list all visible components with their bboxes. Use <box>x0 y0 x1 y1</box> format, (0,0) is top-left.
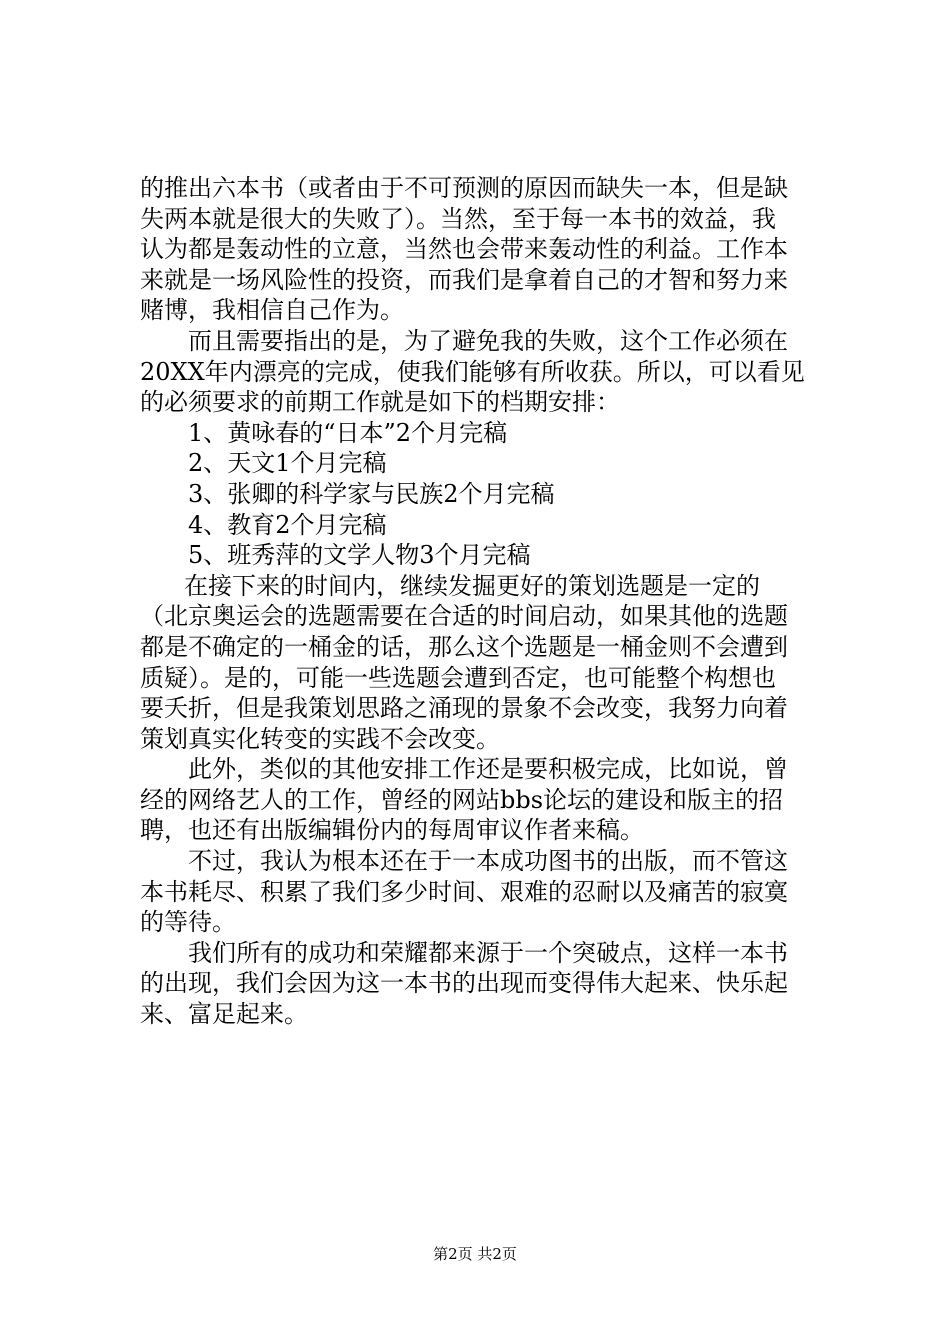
text-line: 不过，我认为根本还在于一本成功图书的出版，而不管这 <box>188 847 788 876</box>
text-line: 我们所有的成功和荣耀都来源于一个突破点，这样一本书 <box>188 938 788 967</box>
text-line: 1、黄咏春的“日本”2个月完稿 <box>188 418 508 447</box>
text-line: 要夭折，但是我策划思路之涌现的景象不会改变，我努力向着 <box>140 694 788 723</box>
text-line: 聘，也还有出版编辑份内的每周审议作者来稿。 <box>140 816 644 845</box>
text-line: 经的网络艺人的工作，曾经的网站bbs论坛的建设和版主的招 <box>140 785 784 814</box>
text-line: 5、班秀萍的文学人物3个月完稿 <box>188 541 531 570</box>
text-line: 赌博，我相信自己作为。 <box>140 296 404 325</box>
text-line: 来就是一场风险性的投资，而我们是拿着自己的才智和努力来 <box>140 265 788 294</box>
text-line: 在接下来的时间内，继续发掘更好的策划选题是一定的 <box>184 571 760 600</box>
text-line: 3、张卿的科学家与民族2个月完稿 <box>188 479 555 508</box>
text-line: （北京奥运会的选题需要在合适的时间启动，如果其他的选题 <box>140 602 788 631</box>
text-line: 此外，类似的其他安排工作还是要积极完成，比如说，曾 <box>188 755 788 784</box>
text-line: 的必须要求的前期工作就是如下的档期安排： <box>140 388 620 417</box>
text-line: 4、教育2个月完稿 <box>188 510 387 539</box>
text-line: 的等待。 <box>140 908 236 937</box>
text-line: 20XX年内漂亮的完成，使我们能够有所收获。所以，可以看见 <box>140 357 805 386</box>
text-line: 质疑）。是的，可能一些选题会遭到否定，也可能整个构想也 <box>140 663 776 692</box>
text-line: 策划真实化转变的实践不会改变。 <box>140 724 500 753</box>
text-line: 都是不确定的一桶金的话，那么这个选题是一桶金则不会遭到 <box>140 632 788 661</box>
text-line: 认为都是轰动性的立意，当然也会带来轰动性的利益。工作本 <box>140 235 788 264</box>
text-line: 而且需要指出的是，为了避免我的失败，这个工作必须在 <box>188 326 788 355</box>
text-line: 的出现，我们会因为这一本书的出现而变得伟大起来、快乐起 <box>140 969 788 998</box>
text-line: 2、天文1个月完稿 <box>188 449 387 478</box>
text-line: 来、富足起来。 <box>140 1000 308 1029</box>
page-footer: 第2页 共2页 <box>433 1245 517 1263</box>
text-line: 的推出六本书（或者由于不可预测的原因而缺失一本，但是缺 <box>140 174 788 202</box>
document-body <box>140 173 820 1030</box>
text-line: 本书耗尽、积累了我们多少时间、艰难的忍耐以及痛苦的寂寞 <box>140 877 788 906</box>
text-line: 失两本就是很大的失败了）。当然，至于每一本书的效益，我 <box>140 204 776 233</box>
